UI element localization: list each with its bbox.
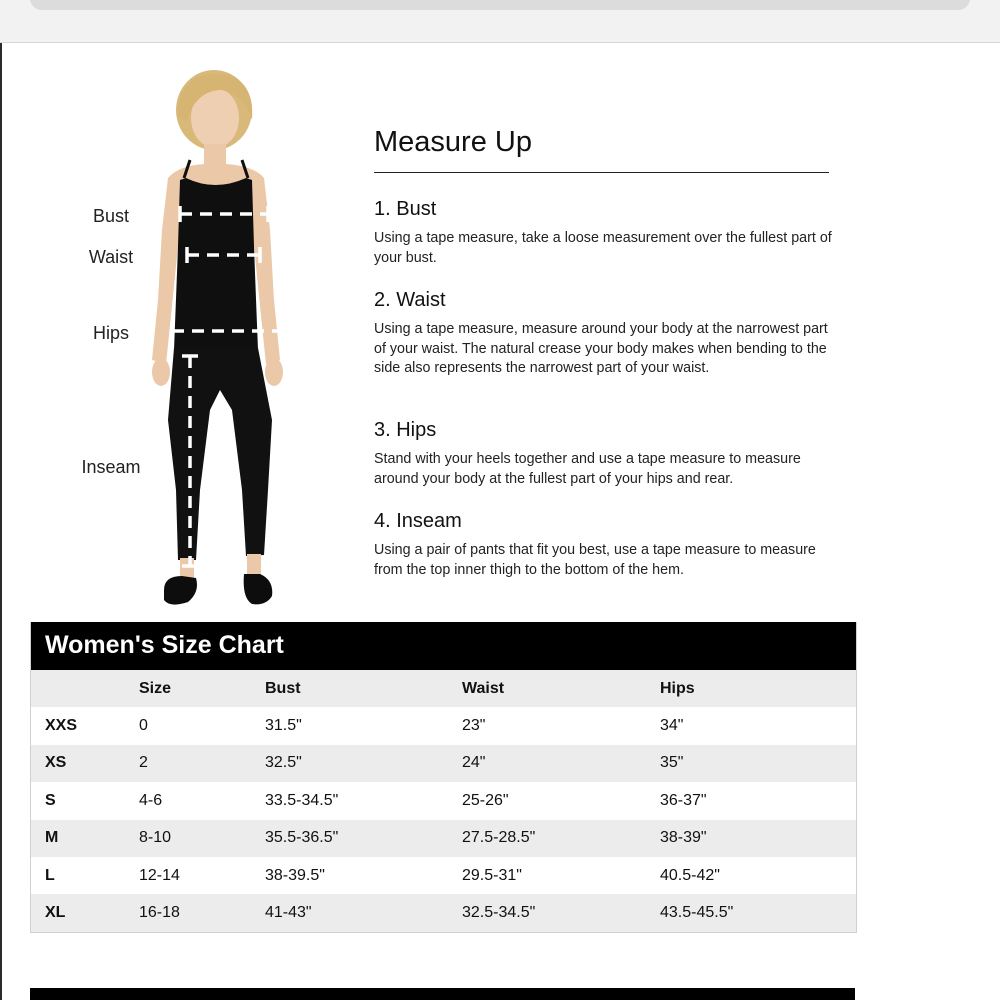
size-table [31, 670, 856, 932]
table-row [31, 707, 856, 744]
column-header-waist: Waist [462, 679, 505, 697]
table-row [31, 820, 856, 857]
cell-size: 8-10 [139, 829, 172, 847]
size-chart-title: Women's Size Chart [45, 631, 284, 659]
step-heading: 2. Waist [374, 289, 446, 311]
step-bust [374, 198, 834, 268]
table-row [31, 857, 856, 894]
column-header [31, 670, 139, 707]
cell-waist: 23" [462, 717, 486, 735]
model-figure [60, 60, 340, 620]
size-chart [30, 622, 857, 933]
address-bar[interactable] [30, 0, 970, 10]
step-text: Using a tape measure, take a loose measurement over the fullest part of your bust. [374, 230, 832, 266]
cell-bust: 33.5-34.5" [265, 791, 339, 809]
step-waist [374, 289, 834, 379]
step-hips [374, 419, 834, 489]
cell-waist: 29.5-31" [462, 866, 522, 884]
cell-size: 0 [139, 717, 148, 735]
label-waist: Waist [88, 247, 134, 267]
next-section-header [30, 988, 855, 1000]
row-label: L [45, 866, 55, 884]
cell-size: 16-18 [139, 904, 180, 922]
step-text: Using a tape measure, measure around your body at the narrowest part of your waist. The natural crease your body makes when bending to the side also represents the narrowest part of your waist. [374, 321, 828, 376]
table-header-row [31, 670, 856, 707]
cell-bust: 31.5" [265, 717, 302, 735]
label-hips: Hips [92, 323, 129, 343]
cell-waist: 24" [462, 754, 486, 772]
row-label: XXS [45, 717, 78, 735]
row-label: M [45, 829, 59, 847]
cell-bust: 32.5" [265, 754, 302, 772]
cell-hips: 38-39" [660, 829, 707, 847]
row-label: S [45, 791, 56, 809]
cell-waist: 27.5-28.5" [462, 829, 536, 847]
cell-hips: 34" [660, 717, 684, 735]
page-left-border [0, 43, 2, 1000]
row-label: XS [45, 754, 67, 772]
size-chart-header [31, 622, 856, 670]
cell-hips: 40.5-42" [660, 866, 720, 884]
table-row [31, 782, 856, 819]
cell-bust: 41-43" [265, 904, 312, 922]
browser-top-bar [0, 0, 1000, 43]
table-row [31, 745, 856, 782]
step-text: Stand with your heels together and use a tape measure to measure around your body at the fullest part of your hips and rear. [374, 451, 801, 487]
label-inseam: Inseam [81, 457, 141, 477]
column-header-hips: Hips [660, 679, 695, 697]
cell-hips: 43.5-45.5" [660, 904, 734, 922]
cell-hips: 36-37" [660, 791, 707, 809]
cell-hips: 35" [660, 754, 684, 772]
column-header-size: Size [139, 679, 172, 697]
cell-size: 2 [139, 754, 148, 772]
step-heading: 3. Hips [374, 419, 437, 441]
step-heading: 4. Inseam [374, 510, 462, 532]
cell-bust: 38-39.5" [265, 866, 325, 884]
cell-waist: 25-26" [462, 791, 509, 809]
step-inseam [374, 510, 834, 580]
step-heading: 1. Bust [374, 198, 437, 220]
row-label: XL [45, 904, 66, 922]
measure-up-title: Measure Up [374, 126, 532, 158]
column-header-bust: Bust [265, 679, 301, 697]
cell-size: 12-14 [139, 866, 180, 884]
title-divider [374, 172, 829, 173]
cell-bust: 35.5-36.5" [265, 829, 339, 847]
table-row [31, 894, 856, 931]
cell-size: 4-6 [139, 791, 163, 809]
cell-waist: 32.5-34.5" [462, 904, 536, 922]
step-text: Using a pair of pants that fit you best, use a tape measure to measure from the top inner thigh to the bottom of the hem. [374, 542, 816, 578]
label-bust: Bust [92, 206, 130, 226]
